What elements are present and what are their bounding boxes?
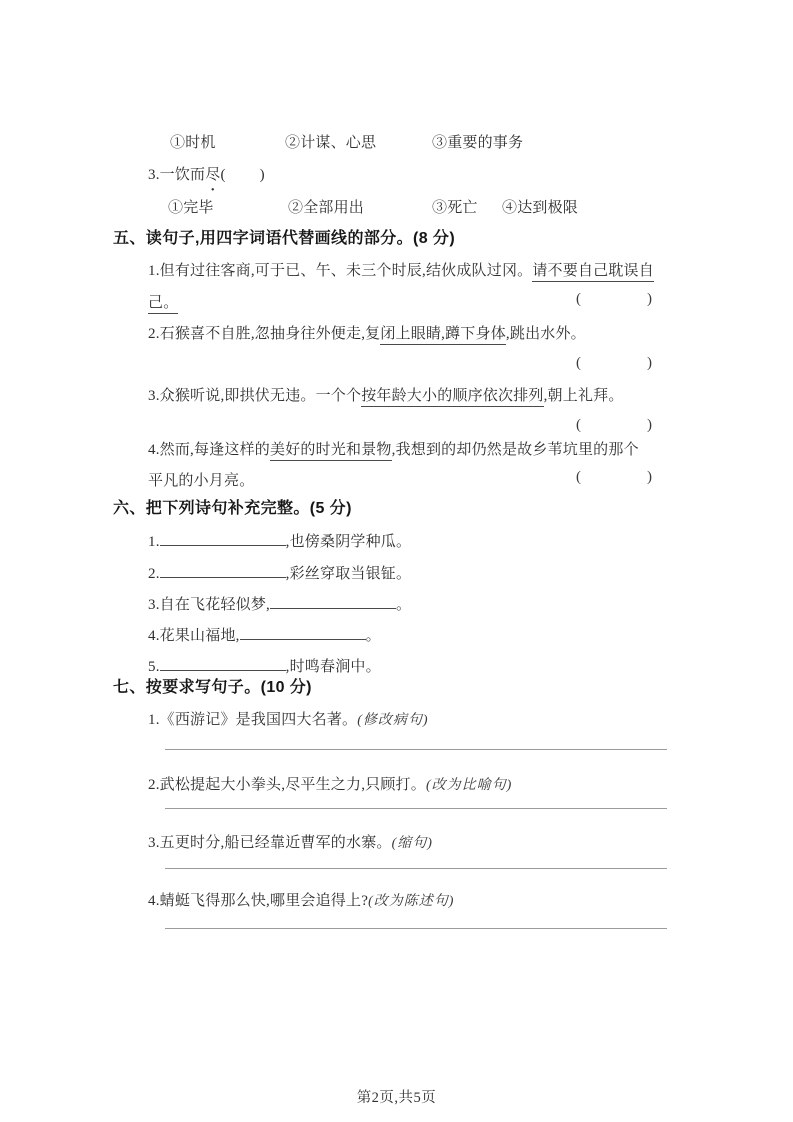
section5-item1-line1 bbox=[148, 261, 654, 281]
section5-item1-line2 bbox=[148, 293, 178, 313]
poem-blank bbox=[240, 624, 366, 640]
answer-bracket: ( ) bbox=[576, 417, 652, 433]
answer-bracket: ( ) bbox=[576, 291, 652, 307]
poem-blank bbox=[270, 593, 396, 609]
poem-text: 2. bbox=[148, 566, 160, 582]
question-text: 3.一饮而 bbox=[148, 167, 206, 183]
option-label: ①时机 bbox=[170, 135, 216, 151]
poem-text: 。 bbox=[396, 597, 412, 613]
instruction-note: (缩句) bbox=[391, 836, 433, 851]
section6-item1 bbox=[148, 530, 411, 552]
poem-text: 3.自在飞花轻似梦, bbox=[148, 597, 271, 613]
sentence-text: 2.石猴喜不自胜,忽抽身往外便走,复 bbox=[148, 326, 381, 342]
section5-heading: 五、读句子,用四字词语代替画线的部分。(8 分) bbox=[113, 230, 456, 247]
instruction-note: (改为陈述句) bbox=[368, 894, 455, 909]
option-label: ③死亡 bbox=[432, 200, 478, 216]
poem-text: 。 bbox=[365, 628, 381, 644]
answer-line bbox=[165, 928, 667, 929]
instruction-note: (改为比喻句) bbox=[425, 778, 513, 793]
poem-blank bbox=[160, 562, 286, 578]
option-label: ②全部用出 bbox=[288, 200, 365, 216]
answer-bracket: ( ) bbox=[576, 469, 652, 485]
poem-text: ,彩丝穿取当银钲。 bbox=[285, 566, 412, 582]
answer-line bbox=[165, 808, 667, 809]
section7-item4 bbox=[148, 891, 454, 912]
section6-item2 bbox=[148, 562, 411, 584]
sentence-text: 4.然而,每逢这样的 bbox=[148, 442, 271, 458]
poem-blank bbox=[160, 655, 286, 671]
section6-item5 bbox=[148, 655, 381, 677]
answer-line bbox=[165, 868, 667, 869]
sentence-text: ,跳出水外。 bbox=[505, 326, 586, 342]
section5-item4-line1 bbox=[148, 440, 639, 460]
option-label: ③重要的事务 bbox=[432, 135, 524, 151]
page-footer: 第2页,共5页 bbox=[356, 1090, 437, 1106]
section6-item3 bbox=[148, 593, 411, 615]
poem-blank bbox=[160, 530, 286, 546]
section7-item3 bbox=[148, 833, 433, 854]
underlined-phrase: 按年龄大小的顺序依次排列 bbox=[361, 388, 543, 407]
section5-item3-line bbox=[148, 386, 624, 406]
sentence-text: 2.武松提起大小拳头,尽平生之力,只顾打。 bbox=[148, 777, 426, 793]
underlined-phrase: 闭上眼睛,蹲下身体 bbox=[380, 326, 506, 345]
poem-text: ,时鸣春涧中。 bbox=[285, 659, 381, 675]
option-label: ④达到极限 bbox=[502, 200, 579, 216]
poem-text: 1. bbox=[148, 534, 160, 550]
section5-item2-line bbox=[148, 324, 586, 344]
option-label: ②计谋、心思 bbox=[285, 135, 377, 151]
sentence-text: 1.《西游记》是我国四大名著。 bbox=[148, 712, 358, 728]
question-3-stem bbox=[148, 165, 265, 185]
answer-bracket: ( ) bbox=[220, 167, 265, 183]
section7-heading: 七、按要求写句子。(10 分) bbox=[113, 679, 312, 696]
answer-bracket: ( ) bbox=[576, 355, 652, 371]
sentence-text: ,我想到的却仍然是故乡苇坑里的那个 bbox=[391, 442, 639, 458]
sentence-text: 1.但有过往客商,可于已、午、未三个时辰,结伙成队过冈。 bbox=[148, 263, 533, 279]
option-label: ①完毕 bbox=[168, 200, 214, 216]
sentence-text: ,朝上礼拜。 bbox=[543, 388, 624, 404]
poem-text: 5. bbox=[148, 659, 160, 675]
emphasized-char: 尽 bbox=[205, 167, 221, 183]
instruction-note: (修改病句) bbox=[357, 713, 429, 728]
section6-heading: 六、把下列诗句补充完整。(5 分) bbox=[113, 500, 352, 517]
sentence-text: 平凡的小月亮。 bbox=[148, 473, 255, 489]
sentence-text: 3.五更时分,船已经靠近曹军的水寨。 bbox=[148, 835, 392, 851]
section5-item4-line2 bbox=[148, 471, 254, 491]
underlined-phrase: 己。 bbox=[148, 295, 178, 314]
underlined-phrase: 美好的时光和景物 bbox=[270, 442, 392, 461]
answer-line bbox=[165, 749, 667, 750]
underlined-phrase: 请不要自己耽误自 bbox=[532, 263, 654, 282]
section7-item2 bbox=[148, 775, 512, 796]
sentence-text: 3.众猴听说,即拱伏无违。一个个 bbox=[148, 388, 362, 404]
section7-item1 bbox=[148, 710, 429, 731]
poem-text: 4.花果山福地, bbox=[148, 628, 240, 644]
sentence-text: 4.蜻蜓飞得那么快,哪里会追得上? bbox=[148, 893, 369, 909]
section6-item4 bbox=[148, 624, 381, 646]
poem-text: ,也傍桑阴学种瓜。 bbox=[285, 534, 412, 550]
